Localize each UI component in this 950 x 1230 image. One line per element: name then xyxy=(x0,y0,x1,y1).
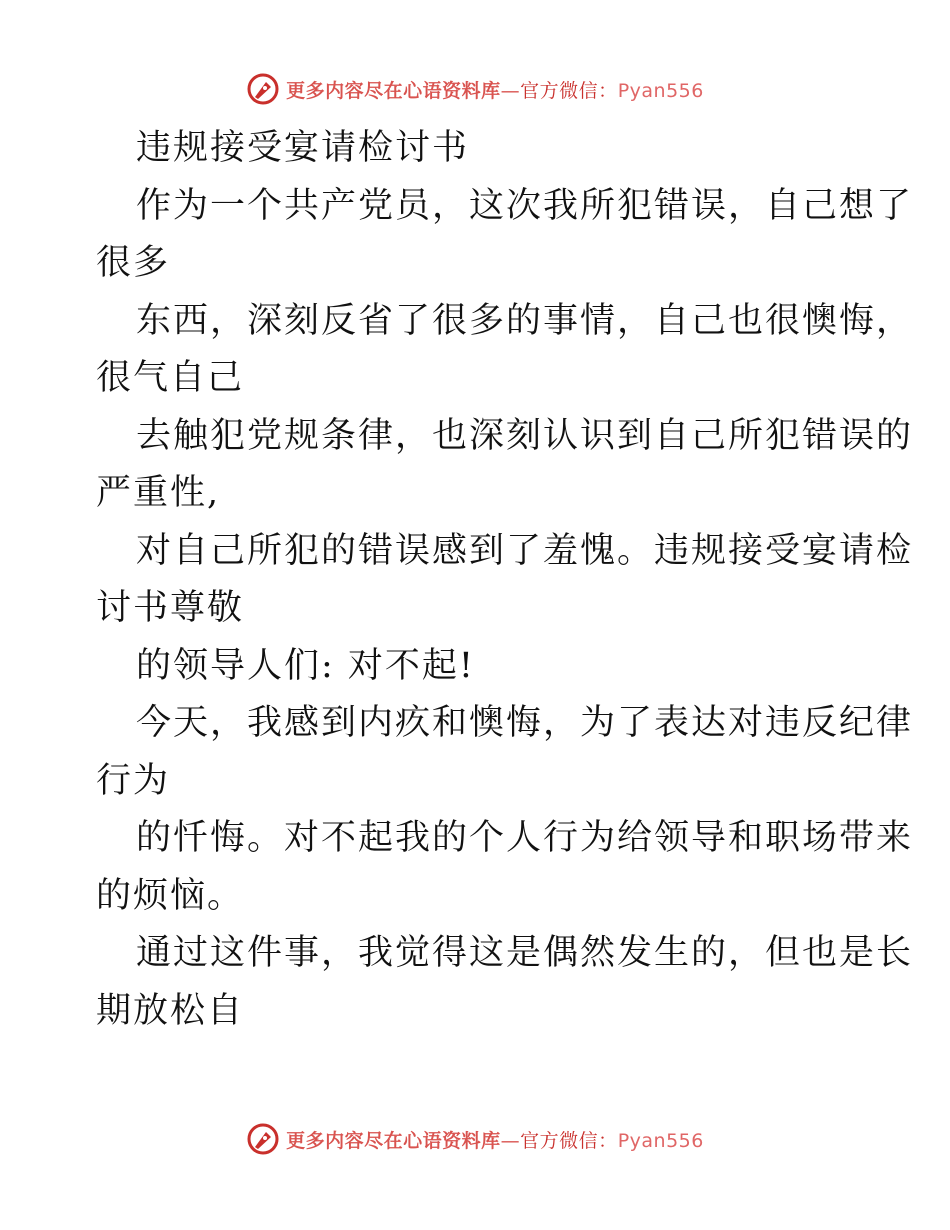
header-banner-sep: — xyxy=(500,79,521,102)
header-banner-main: 更多内容尽在心语资料库 xyxy=(286,79,501,102)
footer-banner-id: Pyan556 xyxy=(617,1129,704,1152)
document-line: 去触犯党规条律，也深刻认识到自己所犯错误的 xyxy=(136,415,914,456)
document-line: 很气自己 xyxy=(96,358,245,398)
document-line: 通过这件事，我觉得这是偶然发生的，但也是长 xyxy=(136,933,914,973)
document-line: 期放松自 xyxy=(96,990,245,1031)
document-line: 今天，我感到内疚和懊悔，为了表达对违反纪律 xyxy=(136,703,914,743)
document-line: 的烦恼。 xyxy=(96,875,245,916)
page-header xyxy=(0,72,950,106)
pen-nib-circle-icon xyxy=(246,72,280,106)
document-title: 违规接受宴请检讨书 xyxy=(136,128,470,168)
header-banner-id: Pyan556 xyxy=(617,79,704,102)
document-line: 讨书尊敬 xyxy=(96,588,245,628)
document-line: 行为 xyxy=(96,760,171,801)
document-line: 东西，深刻反省了很多的事情，自己也很懊悔， xyxy=(136,300,914,341)
document-line: 作为一个共产党员，这次我所犯错误，自己想了 xyxy=(136,185,914,226)
footer-banner-sep: — xyxy=(500,1129,521,1152)
page-footer xyxy=(0,1122,950,1156)
footer-banner-wechat: 官方微信： xyxy=(520,1129,618,1152)
header-banner-wechat: 官方微信： xyxy=(520,79,618,102)
document-line: 对自己所犯的错误感到了羞愧。违规接受宴请检 xyxy=(136,530,914,571)
document-line: 的领导人们: 对不起! xyxy=(136,645,475,686)
footer-banner-main: 更多内容尽在心语资料库 xyxy=(286,1129,501,1152)
header-banner xyxy=(286,76,704,103)
document-line: 严重性, xyxy=(96,473,221,513)
document-body xyxy=(96,120,914,1040)
pen-nib-circle-icon xyxy=(246,1122,280,1156)
document-line: 很多 xyxy=(96,243,171,283)
document-line: 的忏悔。对不起我的个人行为给领导和职场带来 xyxy=(136,818,914,858)
footer-banner xyxy=(286,1126,704,1153)
